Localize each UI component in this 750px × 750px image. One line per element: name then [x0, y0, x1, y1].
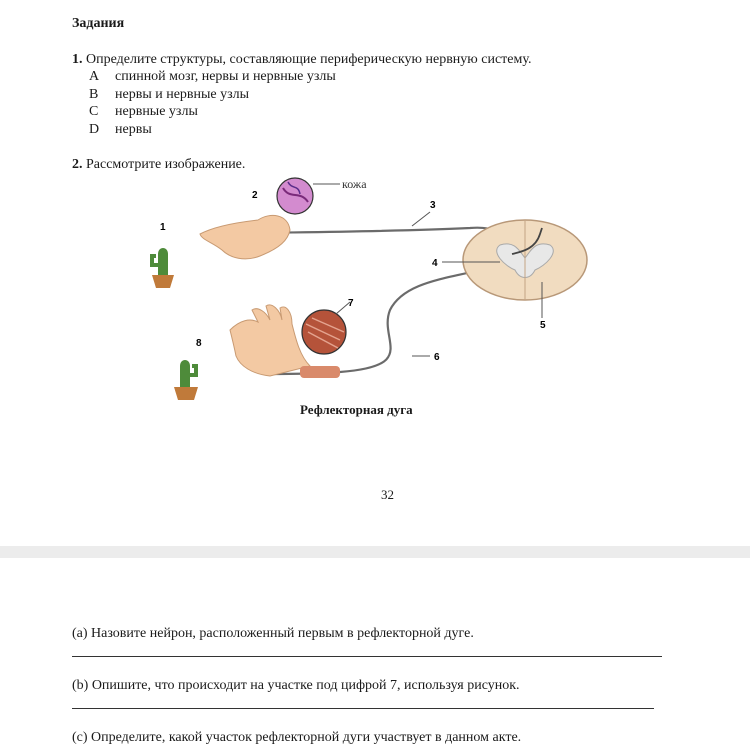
question-1-number: 1.: [72, 52, 83, 67]
label-3: 3: [430, 200, 436, 211]
option-d: [89, 121, 336, 139]
option-text: нервы и нервные узлы: [115, 86, 250, 102]
sub-question-a: (a) Назовите нейрон, расположенный первым в рефлекторной дуге.: [72, 626, 474, 641]
sub-question-c: (c) Определите, какой участок рефлекторной дуги участвует в данном акте.: [72, 730, 522, 745]
option-text: спинной мозг, нервы и нервные узлы: [115, 69, 336, 84]
answer-line[interactable]: [72, 656, 662, 657]
hand-touching-icon: [200, 215, 290, 258]
cactus-icon: [152, 248, 174, 288]
option-letter: B: [89, 86, 99, 102]
question-2-number: 2.: [72, 157, 83, 172]
answer-line[interactable]: [72, 708, 654, 709]
question-1-text: Определите структуры, составляющие периферическую нервную систему.: [86, 52, 532, 67]
label-2: 2: [252, 190, 258, 201]
muscle-effector-icon: [302, 302, 350, 354]
label-6: 6: [434, 352, 440, 363]
spinal-cord-icon: [463, 220, 587, 300]
option-c: [89, 103, 336, 121]
reflex-arc-figure: [140, 170, 600, 400]
page-gap: [0, 546, 750, 558]
option-text: нервные узлы: [115, 104, 198, 119]
page-bottom: [0, 558, 750, 750]
question-1: [72, 52, 531, 68]
section-heading: Задания: [72, 16, 125, 31]
option-a: [89, 68, 336, 86]
figure-caption: Рефлекторная дуга: [300, 402, 413, 417]
question-1-options: [89, 68, 336, 138]
option-letter: A: [89, 69, 100, 84]
label-1: 1: [160, 222, 166, 233]
sub-question-b: (b) Опишите, что происходит на участке под цифрой 7, используя рисунок.: [72, 678, 520, 693]
option-text: нервы: [115, 121, 152, 137]
skin-receptor-icon: [277, 178, 340, 214]
option-letter: C: [89, 104, 99, 119]
label-7: 7: [348, 298, 354, 309]
question-2-text: Рассмотрите изображение.: [86, 157, 246, 172]
label-8: 8: [196, 338, 202, 349]
page-number: 32: [381, 487, 394, 502]
option-b: [89, 86, 336, 104]
label-5: 5: [540, 320, 546, 331]
label-4: 4: [432, 258, 438, 269]
option-letter: D: [89, 121, 100, 137]
cactus-icon: [174, 360, 198, 400]
skin-label: кожа: [342, 177, 367, 191]
